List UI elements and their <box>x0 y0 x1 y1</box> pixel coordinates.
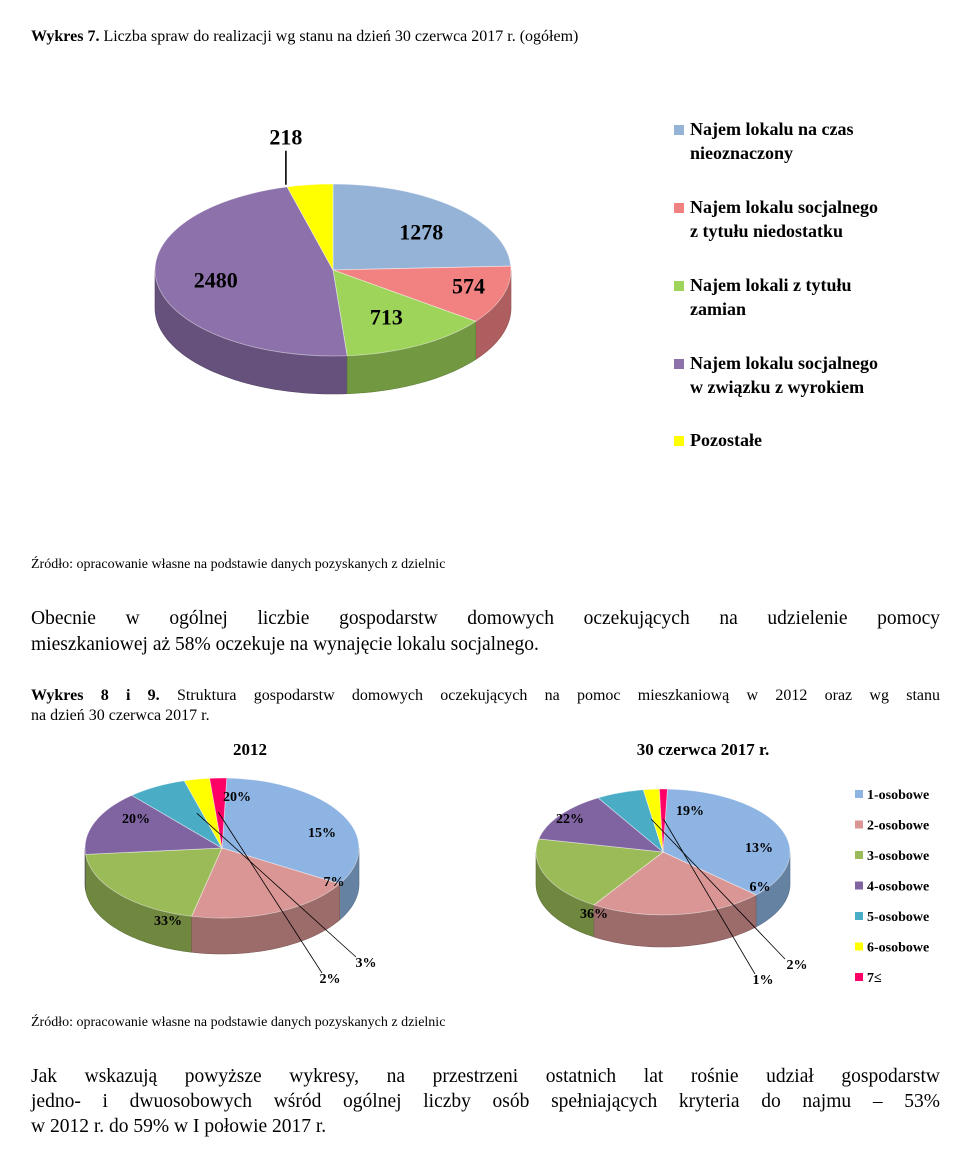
chart1-data-label-1: 574 <box>452 273 486 299</box>
chart1-legend-label-0-1: nieoznaczony <box>690 143 793 163</box>
chart3-data-label-3: 13% <box>745 841 773 856</box>
chart2-data-label-1: 20% <box>122 812 150 827</box>
chart2-caption-line-1: Struktura gospodarstw domowych oczekujących na pomoc mieszkaniową w 2012 oraz wg stanu <box>176 687 941 704</box>
chart3-legend-swatch-6 <box>855 973 863 981</box>
chart3-title: 30 czerwca 2017 r. <box>636 740 770 759</box>
chart3-legend-label-2: 3-osobowe <box>867 849 930 864</box>
chart1-legend-label-1-0: Najem lokalu socjalnego <box>690 197 878 217</box>
chart1-legend-label-2-1: zamian <box>690 299 746 319</box>
chart1-legend-label-3-1: w związku z wyrokiem <box>690 377 865 397</box>
chart2-title: 2012 <box>233 740 267 759</box>
chart2-data-label-4: 7% <box>323 875 345 890</box>
chart1-legend-label-4-0: Pozostałe <box>690 430 762 450</box>
charts-2-3-pies <box>0 735 964 1010</box>
chart2-data-label-0: 33% <box>154 914 182 929</box>
chart1-legend-label-1-1: z tytułu niedostatku <box>690 221 844 241</box>
chart3-data-label-0: 36% <box>580 907 608 922</box>
chart3-legend-label-4: 5-osobowe <box>867 910 930 925</box>
chart1-caption <box>31 27 578 46</box>
chart3-legend-swatch-2 <box>855 851 863 859</box>
chart1-data-label-4: 218 <box>269 124 303 150</box>
chart2-data-label-5: 3% <box>355 956 377 971</box>
paragraph-2-line-2: jedno- i dwuosobowych wśród ogólnej liczby osób spełniających kryteria do najmu – 53% <box>31 1091 940 1112</box>
chart3-data-label-5: 2% <box>786 958 808 973</box>
chart1-data-label-2: 713 <box>369 304 403 330</box>
chart1-legend-label-3-0: Najem lokalu socjalnego <box>690 353 878 373</box>
chart1-pie <box>0 100 964 520</box>
chart1-data-label-0: 1278 <box>399 219 444 245</box>
chart3-data-label-4: 6% <box>749 880 771 895</box>
chart3-legend-swatch-5 <box>855 943 863 951</box>
chart3-data-label-2: 19% <box>676 804 704 819</box>
chart3-legend-label-6: 7≤ <box>867 971 882 986</box>
paragraph-1-line-2: mieszkaniowej aż 58% oczekuje na wynajęcie lokalu socjalnego. <box>31 634 539 655</box>
chart3-legend-label-5: 6-osobowe <box>867 940 930 956</box>
chart1-legend-label-2-0: Najem lokali z tytułu <box>690 275 852 295</box>
chart1-legend-swatch-2 <box>674 281 684 291</box>
paragraph-2-line-1: Jak wskazują powyższe wykresy, na przestrzeni ostatnich lat rośnie udział gospodarstw <box>31 1066 940 1087</box>
source-note-1: Źródło: opracowanie własne na podstawie danych pozyskanych z dzielnic <box>31 557 446 572</box>
chart1-legend-swatch-4 <box>674 436 684 446</box>
chart3-legend-swatch-0 <box>855 790 863 798</box>
chart1-caption-text: Liczba spraw do realizacji wg stanu na dzień 30 czerwca 2017 r. (ogółem) <box>103 28 579 45</box>
chart3-data-label-1: 22% <box>556 812 584 827</box>
chart2-data-label-3: 15% <box>308 826 336 841</box>
chart3-legend-label-0: 1-osobowe <box>867 788 930 803</box>
source-note-2: Źródło: opracowanie własne na podstawie danych pozyskanych z dzielnic <box>31 1015 446 1030</box>
chart3-legend-label-3: 4-osobowe <box>867 879 930 895</box>
chart1-legend-swatch-0 <box>674 125 684 135</box>
paragraph-1-line-1: Obecnie w ogólnej liczbie gospodarstw domowych oczekujących na udzielenie pomocy <box>31 608 940 629</box>
chart1-data-label-3: 2480 <box>193 267 238 293</box>
chart3-legend-swatch-4 <box>855 912 863 920</box>
chart1-legend-label-0-0: Najem lokalu na czas <box>690 119 854 139</box>
chart3-legend-swatch-3 <box>855 882 863 890</box>
chart3-legend-swatch-1 <box>855 821 863 829</box>
chart1-caption-number: Wykres 7. <box>31 28 100 45</box>
chart2-caption-line-2: na dzień 30 czerwca 2017 r. <box>31 707 210 724</box>
paragraph-2-line-3: w 2012 r. do 59% w I połowie 2017 r. <box>31 1116 327 1137</box>
chart2-data-label-2: 20% <box>223 790 251 805</box>
chart2-data-label-6: 2% <box>319 972 341 987</box>
chart3-legend-label-1: 2-osobowe <box>867 818 930 834</box>
chart2-caption <box>31 686 940 705</box>
chart1-legend-swatch-1 <box>674 203 684 213</box>
chart3-data-label-6: 1% <box>752 973 774 988</box>
chart2-caption-number: Wykres 8 i 9. <box>31 687 160 704</box>
chart1-legend-swatch-3 <box>674 359 684 369</box>
